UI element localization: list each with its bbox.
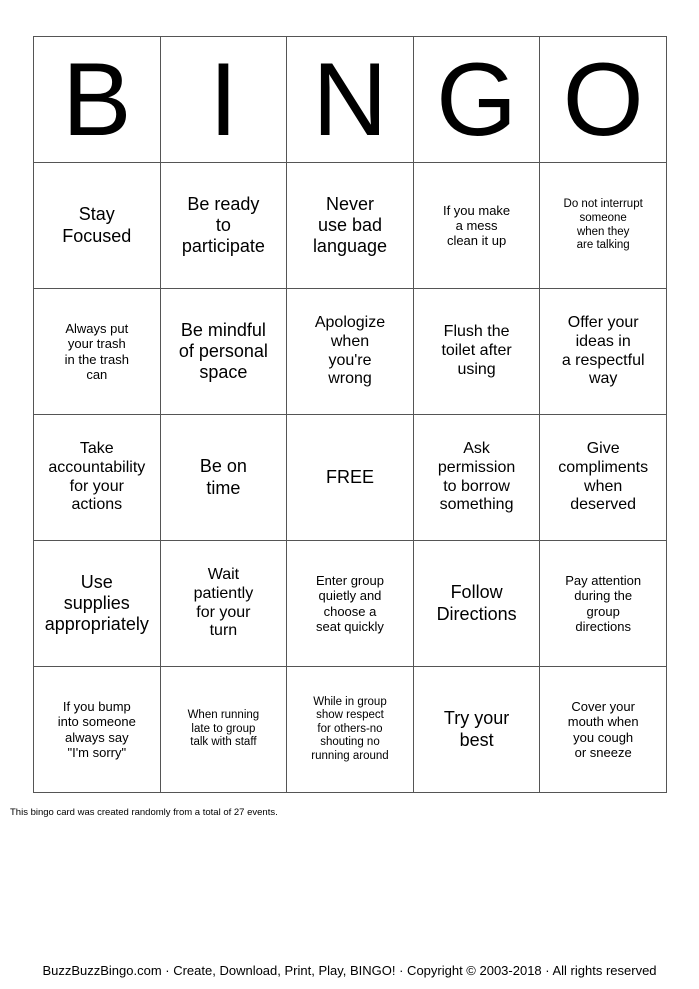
- bingo-cell: [160, 415, 287, 541]
- header-letter-g: G: [413, 37, 540, 163]
- cell-text: Always put your trash in the trash can: [64, 320, 129, 382]
- bingo-cell: [540, 667, 667, 793]
- header-letter-i: I: [160, 37, 287, 163]
- bingo-cell: [413, 289, 540, 415]
- generation-note: This bingo card was created randomly from a total of 27 events.: [10, 807, 278, 818]
- header-letter-b: B: [34, 37, 161, 163]
- cell-text: Do not interrupt someone when they are talking: [563, 198, 643, 252]
- cell-text: Enter group quietly and choose a seat quickly: [316, 572, 384, 634]
- bingo-cell: [34, 415, 161, 541]
- bingo-cell: [34, 289, 161, 415]
- cell-text: Use supplies appropriately: [44, 571, 149, 635]
- card-row: [34, 541, 667, 667]
- cell-text: Pay attention during the group directions: [565, 572, 642, 634]
- cell-text: Ask permission to borrow something: [437, 439, 516, 514]
- bingo-cell: [287, 289, 414, 415]
- cell-text: Cover your mouth when you cough or sneeze: [567, 698, 639, 760]
- cell-text: If you make a mess clean it up: [442, 202, 511, 249]
- bingo-cell: [34, 163, 161, 289]
- bingo-cell: [540, 541, 667, 667]
- bingo-cell: [160, 289, 287, 415]
- cell-text: Flush the toilet after using: [441, 323, 512, 378]
- header-letter-o: O: [540, 37, 667, 163]
- bingo-cell: [34, 667, 161, 793]
- bingo-cell: [540, 415, 667, 541]
- bingo-cell: [287, 541, 414, 667]
- bingo-cell: [287, 667, 414, 793]
- cell-text: Give compliments when deserved: [558, 439, 649, 514]
- footer-copyright: BuzzBuzzBingo.com · Create, Download, Print, Play, BINGO! · Copyright © 2003-2018 · All rights reserved: [42, 963, 657, 978]
- cell-text: Be on time: [199, 456, 247, 498]
- bingo-cell: [34, 541, 161, 667]
- cell-text: Follow Directions: [436, 582, 517, 624]
- cell-text: Apologize when you're wrong: [314, 313, 386, 388]
- cell-text: Take accountability for your actions: [48, 439, 146, 514]
- header-row: [34, 37, 667, 163]
- free-space-cell: [287, 415, 414, 541]
- cell-text: Never use bad language: [312, 193, 388, 257]
- cell-text: If you bump into someone always say "I'm sorry": [57, 698, 136, 760]
- cell-text: Offer your ideas in a respectful way: [561, 313, 645, 388]
- bingo-cell: [540, 289, 667, 415]
- cell-text: Be mindful of personal space: [178, 319, 268, 383]
- bingo-cell: [413, 415, 540, 541]
- cell-text: Stay Focused: [62, 204, 132, 246]
- bingo-cell: [413, 163, 540, 289]
- header-letter-n: N: [287, 37, 414, 163]
- bingo-cell: [160, 163, 287, 289]
- bingo-cell: [540, 163, 667, 289]
- card-row: [34, 667, 667, 793]
- card-row: [34, 289, 667, 415]
- cell-text: Wait patiently for your turn: [193, 565, 254, 640]
- cell-text: Be ready to participate: [181, 193, 265, 257]
- cell-text: When running late to group talk with staff: [187, 709, 260, 749]
- cell-text: While in group show respect for others-no shouting no running around: [311, 695, 389, 762]
- bingo-card: [33, 36, 667, 793]
- bingo-cell: [160, 667, 287, 793]
- cell-text: Try your best: [443, 708, 510, 750]
- cell-text: FREE: [325, 466, 374, 487]
- bingo-cell: [160, 541, 287, 667]
- card-row: [34, 163, 667, 289]
- bingo-cell: [413, 667, 540, 793]
- bingo-cell: [413, 541, 540, 667]
- bingo-cell: [287, 163, 414, 289]
- card-row: [34, 415, 667, 541]
